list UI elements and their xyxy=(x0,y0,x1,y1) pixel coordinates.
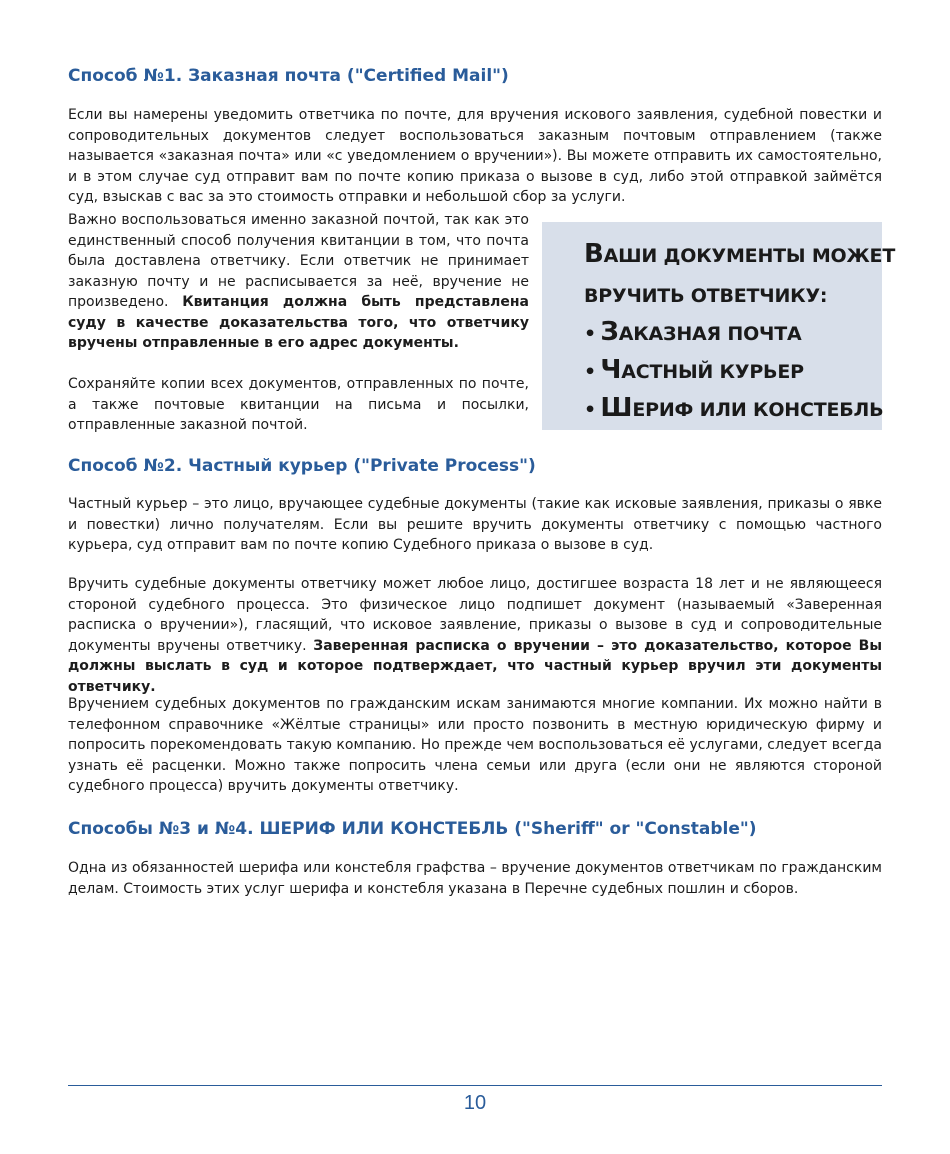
section2-paragraph-1: Частный курьер – это лицо, вручающее судебные документы (такие как исковые заявления, приказы о явке и повестки) лично получателям. Если вы решите вручить документы ответчику с помощью частного курьера, суд отправит вам по почте копию Судебного приказа о вызове в суд. xyxy=(68,496,882,553)
footer-divider xyxy=(68,1085,882,1086)
section2-paragraph-2-bold: Заверенная расписка о вручении – это доказательство, которое Вы должны выслать в суд и которое подтверждает, что частный курьер вручил эти документы ответчику. xyxy=(68,637,882,695)
callout-item-courier: • ЧАСТНЫЙ КУРЬЕР xyxy=(584,355,804,385)
section1-paragraph-3: Сохраняйте копии всех документов, отправленных по почте, а также почтовые квитанции на письма и посылки, отправленные заказной почтой. xyxy=(68,376,529,433)
document-page xyxy=(68,0,896,1154)
section3-heading: Способы №3 и №4. ШЕРИФ ИЛИ КОНСТЕБЛЬ ("Sheriff" or "Constable") xyxy=(68,819,757,839)
page-number: 10 xyxy=(463,1092,487,1114)
section3-paragraph-1: Одна из обязанностей шерифа или констебля графства – вручение документов ответчикам по гражданским делам. Стоимость этих услуг шерифа и констебля указана в Перечне судебных пошлин и сборов. xyxy=(68,860,882,897)
section1-paragraph-2 xyxy=(68,210,529,354)
callout-item-sheriff: • ШЕРИФ ИЛИ КОНСТЕБЛЬ xyxy=(584,393,884,423)
section2-paragraph-3: Вручением судебных документов по гражданским искам занимаются многие компании. Их можно найти в телефонном справочнике «Жёлтые страницы» или просто позвонить в местную юридическую фирму и попросить порекомендовать такую компанию. Но прежде чем воспользоваться её услугами, следует всегда узнать её расценки. Можно также попросить члена семьи или друга (если они не являются стороной судебного процесса) вручить документы ответчику. xyxy=(68,696,882,794)
section2-paragraph-2 xyxy=(68,574,882,697)
section1-paragraph-2-bold: Квитанция должна быть представлена суду в качестве доказательства того, что ответчику вручены отправленные в его адрес документы. xyxy=(68,294,529,351)
callout-item-mail: • ЗАКАЗНАЯ ПОЧТА xyxy=(584,317,802,347)
section2-paragraph-2-text: Вручить судебные документы ответчику может любое лицо, достигшее возраста 18 лет и не являющееся стороной судебного процесса. Это физическое лицо подпишет документ (называемый «Заверенная расписка о вручении»), гласящий, что исковое заявление, приказы о вызове в суд и сопроводительные документы вручены ответчику. xyxy=(68,576,882,654)
section1-paragraph-1: Если вы намерены уведомить ответчика по почте, для вручения искового заявления, судебной повестки и сопроводительных документов следует воспользоваться заказным почтовым отправлением (также называется «заказная почта» или «с уведомлением о вручении»). Вы можете отправить их самостоятельно, и в этом случае суд отправит вам по почте копию приказа о вызове в суд, либо этой отправкой займётся суд, взыскав с вас за это стоимость отправки и небольшой сбор за услуги. xyxy=(68,107,882,205)
section2-heading: Способ №2. Частный курьер ("Private Process") xyxy=(68,456,536,476)
callout-box xyxy=(542,222,896,430)
section1-heading: Способ №1. Заказная почта ("Certified Mail") xyxy=(68,66,509,86)
callout-title-line2: ВРУЧИТЬ ОТВЕТЧИКУ: xyxy=(584,285,828,307)
section1-paragraph-2-text: Важно воспользоваться именно заказной почтой, так как это единственный способ получения квитанции в том, что почта была доставлена ответчику. Если ответчик не принимает заказную почту и не расписывается за неё, вручение не произведено. xyxy=(68,212,529,310)
callout-title-line1: ВАШИ ДОКУМЕНТЫ МОЖЕТ xyxy=(584,239,896,269)
